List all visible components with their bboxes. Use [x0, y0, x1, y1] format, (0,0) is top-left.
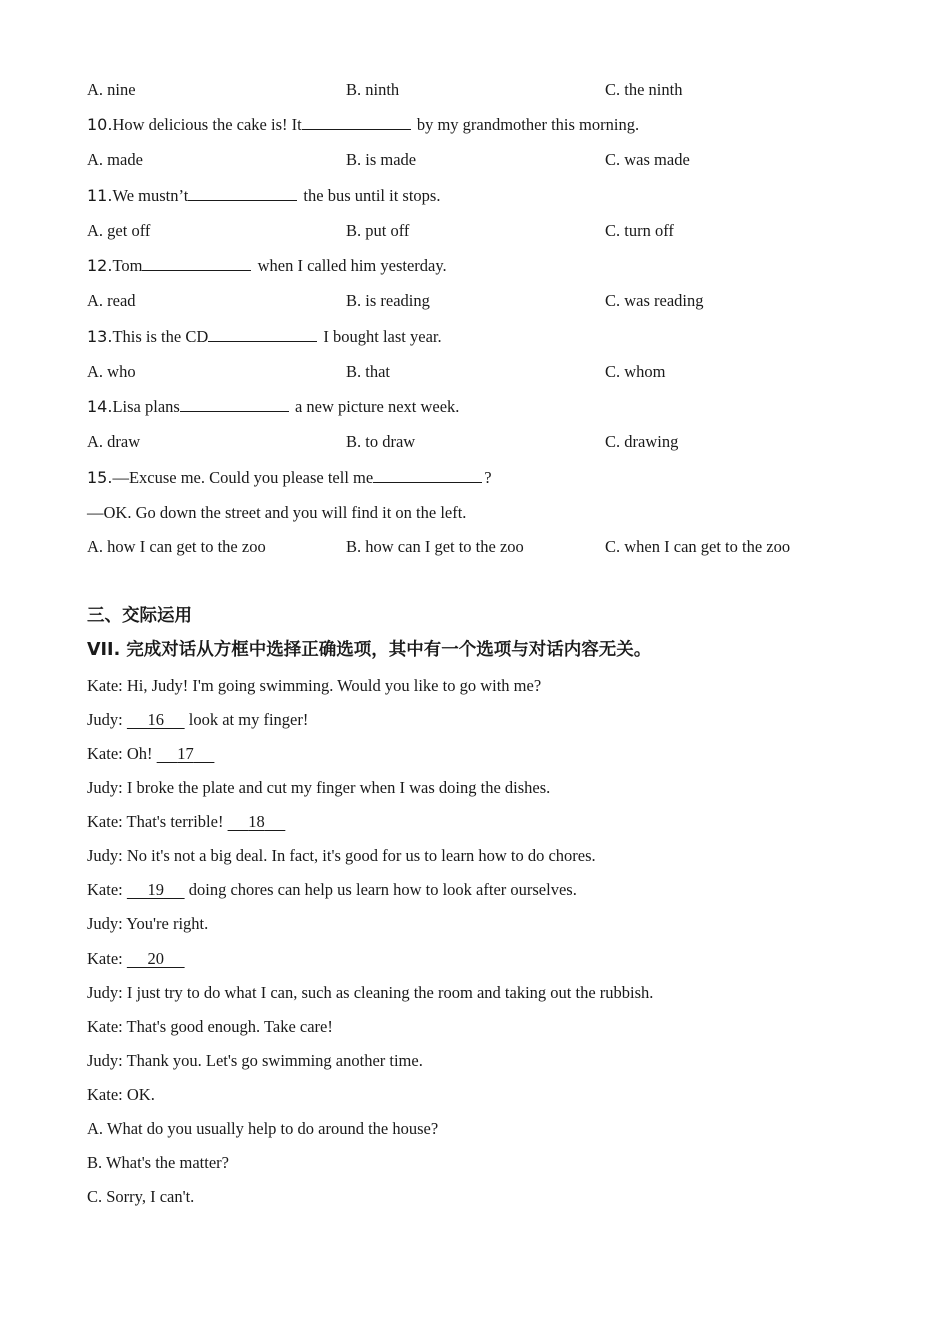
- dialogue-line: Kate: Oh! 17: [87, 744, 214, 764]
- option-c: C. the ninth: [605, 80, 683, 99]
- answer-blank-19: 19: [147, 880, 164, 899]
- option-c: C. when I can get to the zoo: [605, 537, 791, 556]
- option-c: C. whom: [605, 362, 666, 381]
- option-a: A. get off: [87, 221, 151, 240]
- question-15-stem: 15.—Excuse me. Could you please tell me ?: [87, 468, 492, 487]
- option-a: A. who: [87, 362, 136, 381]
- option-a: A. how I can get to the zoo: [87, 537, 266, 556]
- dialogue-line: Kate: 20: [87, 949, 185, 969]
- option-b: B. that: [346, 362, 390, 381]
- dialogue-line: Kate: OK.: [87, 1085, 155, 1104]
- choice-a: A. What do you usually help to do around the house?: [87, 1119, 439, 1138]
- answer-blank-20: 20: [147, 949, 164, 968]
- question-12-stem: 12.Tom when I called him yesterday.: [87, 256, 447, 275]
- answer-blank: [208, 326, 317, 342]
- question-13-stem: 13.This is the CD I bought last year.: [87, 327, 442, 346]
- dialogue-line: Judy: You're right.: [87, 914, 209, 933]
- dialogue-line: Judy: 16 look at my finger!: [87, 710, 309, 729]
- section-subtitle: VII. 完成对话从方框中选择正确选项，其中有一个选项与对话内容无关。: [87, 640, 652, 660]
- option-b: B. is made: [346, 150, 417, 169]
- answer-blank: [302, 114, 411, 130]
- option-c: C. was reading: [605, 291, 704, 310]
- dialogue-line: Kate: That's good enough. Take care!: [87, 1017, 333, 1036]
- dialogue-line: Judy: I just try to do what I can, such as cleaning the room and taking out the rubbish.: [87, 983, 654, 1002]
- option-b: B. to draw: [346, 432, 416, 451]
- option-c: C. drawing: [605, 432, 679, 451]
- answer-blank: [188, 185, 297, 201]
- answer-blank: [373, 467, 482, 483]
- dialogue-line: Judy: Thank you. Let's go swimming another time.: [87, 1051, 423, 1070]
- option-a: A. draw: [87, 432, 141, 451]
- option-b: B. ninth: [346, 80, 400, 99]
- option-b: B. how can I get to the zoo: [346, 537, 524, 556]
- question-11-stem: 11.We mustn’t the bus until it stops.: [87, 186, 441, 205]
- option-c: C. was made: [605, 150, 690, 169]
- answer-blank: [142, 255, 251, 271]
- option-b: B. is reading: [346, 291, 430, 310]
- question-14-stem: 14.Lisa plans a new picture next week.: [87, 397, 460, 416]
- option-a: A. made: [87, 150, 143, 169]
- answer-blank-18: 18: [248, 812, 265, 831]
- dialogue-line: Judy: I broke the plate and cut my finger when I was doing the dishes.: [87, 778, 551, 797]
- answer-blank-16: 16: [147, 710, 165, 729]
- option-c: C. turn off: [605, 221, 674, 240]
- section-title: 三、交际运用: [87, 606, 192, 626]
- choice-b: B. What's the matter?: [87, 1153, 229, 1172]
- question-15-reply: —OK. Go down the street and you will find it on the left.: [87, 503, 467, 522]
- dialogue-line: Kate: Hi, Judy! I'm going swimming. Would you like to go with me?: [87, 676, 542, 695]
- answer-blank: [180, 396, 289, 412]
- answer-blank-17: 17: [177, 744, 194, 763]
- dialogue-line: Judy: No it's not a big deal. In fact, it's good for us to learn how to do chores.: [87, 846, 596, 865]
- option-a: A. nine: [87, 80, 136, 99]
- question-10-stem: 10.How delicious the cake is! It by my grandmother this morning.: [87, 115, 640, 134]
- dialogue-line: Kate: 19 doing chores can help us learn how to look after ourselves.: [87, 880, 577, 899]
- option-a: A. read: [87, 291, 136, 310]
- dialogue-line: Kate: That's terrible! 18: [87, 812, 285, 832]
- choice-c: C. Sorry, I can't.: [87, 1187, 195, 1206]
- option-b: B. put off: [346, 221, 410, 240]
